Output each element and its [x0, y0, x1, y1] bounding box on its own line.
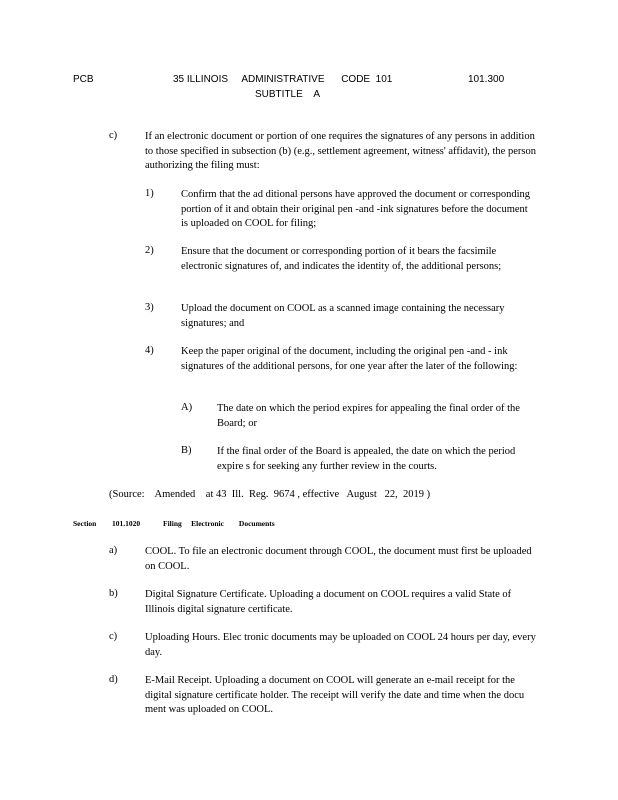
- sub-item-label: A): [181, 402, 193, 413]
- list-item-text: Confirm that the ad ditional persons have approved the document or corresponding portion of it and obtain their original pen -and -ink signatures before the document is uploaded on COOL for filing;: [181, 189, 531, 229]
- section-item-text: Digital Signature Certificate. Uploading a document on COOL requires a valid State of Illinois digital signature certificate.: [145, 589, 512, 615]
- sub-item-label: B): [181, 445, 192, 456]
- section-item-label: a): [109, 545, 118, 556]
- source-note: (Source: Amended at 43 Ill. Reg. 9674 , effective August 22, 2019 ): [109, 489, 431, 500]
- section-item-label: d): [109, 674, 118, 685]
- section-item-label: c): [109, 631, 118, 642]
- list-item-text: Ensure that the document or corresponding portion of it bears the facsimile electronic signatures of, and indicates the identity of, the additional persons;: [181, 246, 502, 272]
- section-item-text: COOL. To file an electronic document through COOL, the document must first be uploaded on COOL.: [145, 546, 532, 572]
- list-item-label: 4): [145, 345, 154, 356]
- list-item-label: 2): [145, 245, 154, 256]
- section-item-text: E-Mail Receipt. Uploading a document on COOL will generate an e-mail receipt for the digital signature certificate holder. The receipt will verify the date and time when the docu ment was uploaded on COOL.: [145, 675, 525, 715]
- header-agency: PCB: [73, 74, 94, 85]
- section-item-text: Uploading Hours. Elec tronic documents may be uploaded on COOL 24 hours per day, every day.: [145, 632, 536, 658]
- list-item-text: Keep the paper original of the document, including the original pen -and - ink signatures of the additional persons, for one year after the later of the following:: [181, 346, 518, 372]
- subsection-text: If an electronic document or portion of one requires the signatures of any persons in addition to those specified in subsection (b) (e.g., settlement agreement, witness' affidavit), the person authorizing the filing must:: [145, 131, 536, 171]
- section-prefix: Section: [73, 519, 97, 528]
- header-page-number: 101.300: [468, 74, 505, 85]
- list-item-text: Upload the document on COOL as a scanned image containing the necessary signatures; and: [181, 303, 505, 329]
- header-subtitle: SUBTITLE A: [255, 89, 321, 100]
- list-item-label: 3): [145, 302, 154, 313]
- list-item-label: 1): [145, 188, 154, 199]
- section-number: 101.1020: [112, 519, 141, 528]
- sub-item-text: The date on which the period expires for appealing the final order of the Board; or: [217, 403, 520, 429]
- section-item-label: b): [109, 588, 118, 599]
- header-title: 35 ILLINOIS ADMINISTRATIVE CODE 101: [173, 74, 393, 85]
- subsection-label: c): [109, 130, 118, 141]
- sub-item-text: If the final order of the Board is appealed, the date on which the period expire s for seeking any further review in the courts.: [217, 446, 516, 472]
- section-title: Filing Electronic Documents: [163, 519, 275, 528]
